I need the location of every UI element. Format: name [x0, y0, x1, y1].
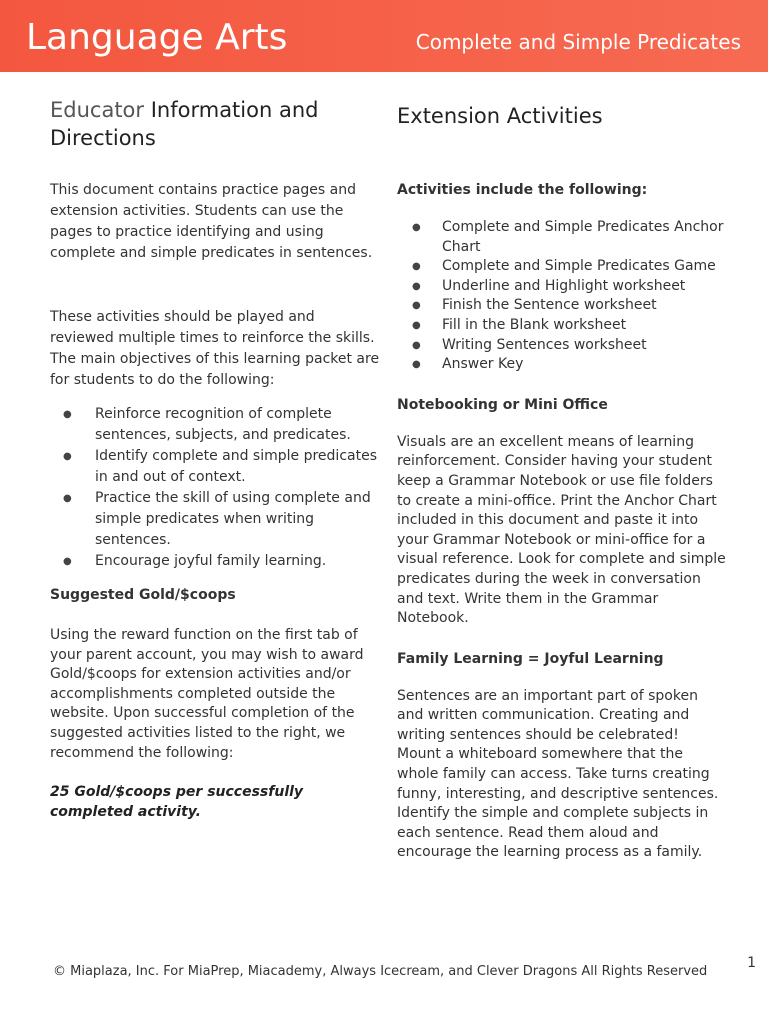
list-item: ● Encourage joyful family learning. [50, 551, 380, 572]
family-paragraph: Sentences are an important part of spoken and written communication. Creating and writing sentences should be celebrated! Mount a whiteboard somewhere that the whole family can access. Take turns creating funny, interesting, and descriptive sentences. Identify the simple and complete subjects in each sentence. Read them aloud and encourage the learning process as a family. [397, 687, 719, 861]
list-item: ● Answer Key [397, 355, 727, 375]
bullet-icon: ● [412, 339, 421, 351]
objectives-intro: These activities should be played and reviewed multiple times to reinforce the skills. The main objectives of this learning packet are for students to do the following: [50, 309, 380, 388]
educator-heading-rest: Information and Directions [50, 98, 319, 150]
gold-paragraph: Using the reward function on the first tab of your parent account, you may wish to award Gold/$coops for extension activities and/or accomplishments completed outside the website. Upon successful completion of the suggested activities listed to the right, we recommend the following: [50, 627, 364, 761]
list-item: ● Reinforce recognition of complete sentences, subjects, and predicates. [63, 406, 351, 443]
educator-heading-accent: Educator [50, 98, 145, 122]
header-subtitle: Complete and Simple Predicates [415, 30, 741, 54]
header-title: Language Arts [26, 17, 288, 58]
intro-paragraph: This document contains practice pages and extension activities. Students can use the pages to practice identifying and using complete and simple predicates in sentences. [50, 182, 373, 261]
bullet-icon: ● [63, 556, 72, 567]
list-item: ● Finish the Sentence worksheet [397, 296, 727, 316]
bullet-icon: ● [63, 493, 72, 504]
left-column [50, 96, 380, 822]
bullet-icon: ● [63, 409, 72, 420]
activities-list [397, 218, 727, 375]
extension-heading: Extension Activities [397, 104, 603, 128]
page-header [0, 0, 768, 72]
objectives-list [50, 404, 380, 572]
list-item: ● Complete and Simple Predicates Anchor Chart [412, 219, 724, 255]
bullet-icon: ● [412, 300, 421, 312]
gold-emphasis: 25 Gold/$coops per successfully completed activity. [50, 784, 304, 820]
bullet-icon: ● [412, 319, 421, 331]
list-item: ● Underline and Highlight worksheet [397, 277, 727, 297]
bullet-icon: ● [412, 359, 421, 371]
bullet-icon: ● [63, 451, 72, 462]
list-item: ● Identify complete and simple predicates in and out of context. [63, 448, 377, 485]
footer-copyright: © Miaplaza, Inc. For MiaPrep, Miacademy, Always Icecream, and Clever Dragons All Rights Reserved [53, 964, 708, 979]
notebook-heading: Notebooking or Mini Office [397, 396, 608, 413]
right-column [397, 102, 727, 863]
bullet-icon: ● [412, 280, 421, 292]
list-item: ● Practice the skill of using complete and simple predicates when writing sentences. [63, 490, 371, 548]
notebook-paragraph: Visuals are an excellent means of learning reinforcement. Consider having your student keep a Grammar Notebook or use file folders to create a mini-office. Print the Anchor Chart included in this document and paste it into your Grammar Notebook or mini-office for a visual reference. Look for complete and simple predicates during the week in conversation and text. Write them in the Grammar Notebook. [397, 433, 726, 627]
bullet-icon: ● [412, 261, 421, 273]
bullet-icon: ● [412, 222, 421, 233]
educator-heading [50, 96, 380, 152]
page-number: 1 [747, 955, 756, 971]
gold-heading: Suggested Gold/$coops [50, 587, 236, 603]
list-item: ● Writing Sentences worksheet [397, 336, 727, 356]
activities-heading: Activities include the following: [397, 182, 648, 198]
family-heading: Family Learning = Joyful Learning [397, 650, 664, 667]
list-item: ● Fill in the Blank worksheet [397, 316, 727, 336]
list-item: ● Complete and Simple Predicates Game [397, 257, 727, 277]
